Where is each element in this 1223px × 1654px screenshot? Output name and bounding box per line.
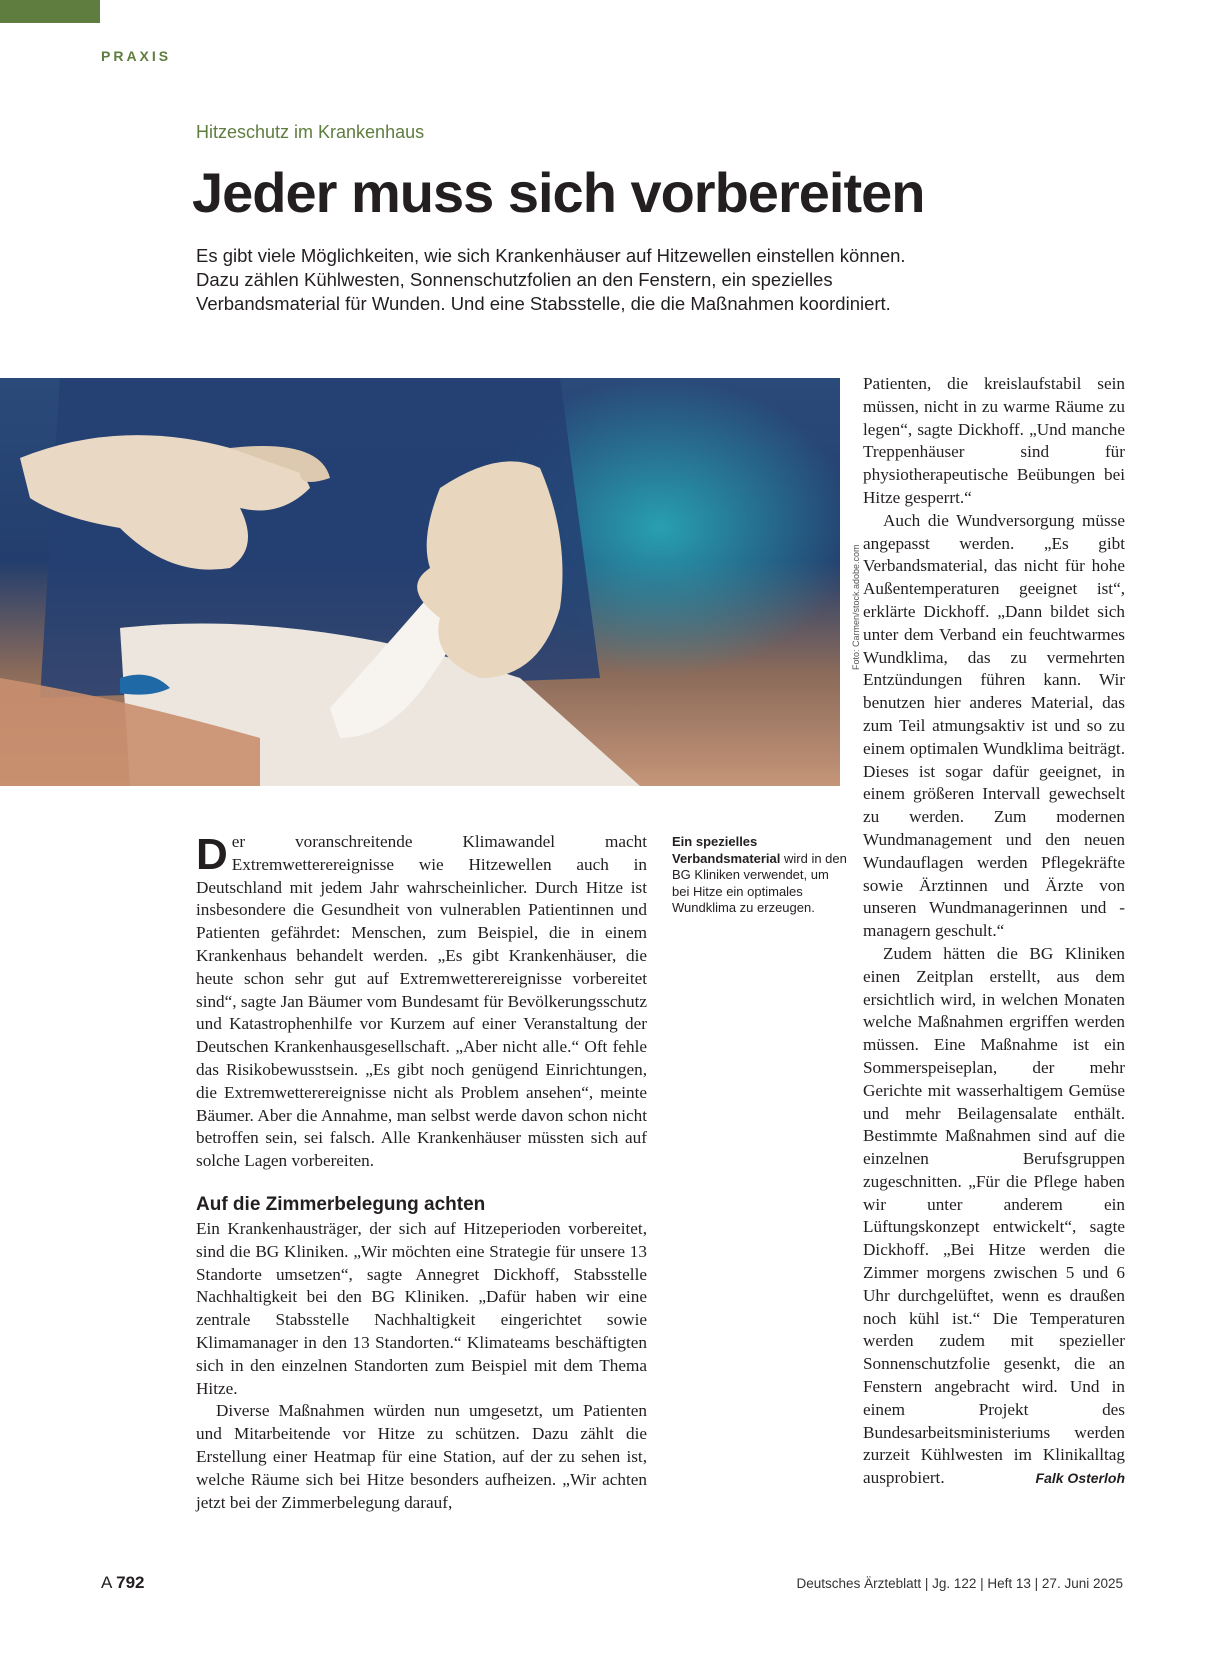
caption-text: wird in den BG Kliniken verwendet, um bei Hitze ein optimales Wundklima zu erzeugen. bbox=[672, 850, 847, 915]
section-label: PRAXIS bbox=[101, 48, 172, 64]
caption-bold: Ein spezielles Verbandsmaterial bbox=[672, 834, 781, 866]
article-lead bbox=[196, 244, 956, 316]
paragraph: Diverse Maßnahmen würden nun umgesetzt, um Patienten und Mitarbeitende vor Hitze zu schützen. Dazu zählt die Erstellung einer Heatmap für eine Station, auf der zu sehen ist, welche Räume sich bei Hitze besonders aufheizen. „Wir achten jetzt bei der Zimmerbelegung darauf, bbox=[196, 1401, 647, 1512]
author-byline: Falk Osterloh bbox=[1035, 1470, 1125, 1487]
article-photo bbox=[0, 378, 840, 786]
lead-line: Dazu zählen Kühlwesten, Sonnenschutzfolien an den Fenstern, ein spezielles bbox=[196, 269, 833, 290]
paragraph: Zudem hätten die BG Kliniken einen Zeitplan erstellt, aus dem ersichtlich wird, in welchen Monaten welche Maßnahmen ergriffen werden müssen. Eine Maßnahme ist ein Sommerspeiseplan, der mehr Gerichte mit wasserhaltigem Gemüse und mehr Beilagensalate enthält. Bestimmte Maßnahmen sind auf die einzelnen Berufsgruppen zugeschnitten. „Für die Pflege haben wir unter anderem ein Lüftungskonzept entwickelt“, sagte Dickhoff. „Bei Hitze werden die Zimmer morgens zwischen 5 und 6 Uhr durchgelüftet, wenn es draußen noch kühl ist.“ Die Temperaturen werden zudem mit spezieller Sonnenschutzfolie gesenkt, die an Fenstern angebracht wird. Und in einem Projekt des Bundesarbeitsministeriums werden zurzeit Kühlwesten im Klinikalltag ausprobiert. bbox=[863, 943, 1125, 1488]
paragraph: Patienten, die kreislaufstabil sein müssen, nicht in zu warme Räume zu legen“, sagte Dickhoff. „Und manche Treppenhäuser sind für physiotherapeutische Beübungen bei Hitze gesperrt.“ bbox=[863, 374, 1125, 507]
paragraph: Auch die Wundversorgung müsse angepasst werden. „Es gibt Verbandsmaterial, das nicht für hohe Außentemperaturen geeignet ist“, erklärte Dickhoff. „Dann bildet sich unter dem Verband ein feuchtwarmes Wundklima, das zu vermehrten Entzündungen führen kann. Wir benutzen hier anderes Material, das zum Teil atmungsaktiv ist und so zu einem optimalen Wundklima beiträgt. Dieses ist sogar dafür geeignet, in einem größeren Intervall gewechselt zu werden. Zum modernen Wundmanagement und den neuen Wundauflagen werden Pflegekräfte sowie Ärztinnen und Ärzte von unseren Wundmanagerinnen und -managern geschult.“ bbox=[863, 510, 1125, 941]
lead-line: Verbandsmaterial für Wunden. Und eine Stabsstelle, die die Maßnahmen koordiniert. bbox=[196, 293, 891, 314]
drop-cap: D bbox=[196, 830, 228, 879]
gloved-hands-bandage-image bbox=[0, 378, 840, 786]
article-subhead: Auf die Zimmerbelegung achten bbox=[196, 1193, 486, 1215]
photo-caption bbox=[672, 834, 847, 917]
photo-credit: Foto: Carmen/stock.adobe.com bbox=[851, 544, 861, 670]
article-kicker: Hitzeschutz im Krankenhaus bbox=[196, 122, 425, 142]
publication-footer: Deutsches Ärzteblatt | Jg. 122 | Heft 13 | 27. Juni 2025 bbox=[796, 1576, 1123, 1591]
article-title: Jeder muss sich vorbereiten bbox=[192, 161, 925, 224]
page-number-value: 792 bbox=[116, 1573, 145, 1592]
paragraph: er voranschreitende Klimawandel macht Extremwetterereignisse wie Hitzewellen auch in Deutschland mit jedem Jahr wahrscheinlicher. Durch Hitze ist insbesondere die Gesundheit von vulnerablen Patientinnen und Patienten gefährdet: Menschen, zum Beispiel, die in einem Krankenhaus behandelt werden. „Es gibt Krankenhäuser, die heute schon sehr gut auf Extremwetterereignisse vorbereitet sind“, sagte Jan Bäumer vom Bundesamt für Bevölkerungsschutz und Katastrophenhilfe vor Kurzem auf einer Veranstaltung der Deutschen Krankenhausgesellschaft. „Aber nicht alle.“ Oft fehle das Risikobewusstsein. „Es gibt noch genügend Einrichtungen, die Extremwetterereignisse nicht als Problem ansehen“, meinte Bäumer. Aber die Annahme, man selbst werde davon schon nicht betroffen sein, sei falsch. Alle Krankenhäuser müssten sich auf solche Lagen vorbereiten. bbox=[196, 832, 647, 1171]
paragraph: Ein Krankenhausträger, der sich auf Hitzeperioden vorbereitet, sind die BG Kliniken. „Wir möchten eine Strategie für unsere 13 Standorte umsetzen“, sagte Annegret Dickhoff, Stabsstelle Nachhaltigkeit bei den BG Kliniken. „Dafür haben wir eine zentrale Stabsstelle Nachhaltigkeit eingerichtet sowie Klimamanager in den 13 Standorten.“ Klimateams beschäftigten sich in den einzelnen Standorten zum Beispiel mit dem Thema Hitze. bbox=[196, 1218, 647, 1398]
page-number bbox=[101, 1573, 145, 1593]
page-prefix: A bbox=[101, 1573, 117, 1592]
lead-line: Es gibt viele Möglichkeiten, wie sich Krankenhäuser auf Hitzewellen einstellen können. bbox=[196, 245, 906, 266]
article-column-left bbox=[196, 831, 647, 1514]
article-column-right bbox=[863, 373, 1125, 1490]
section-color-tab bbox=[0, 0, 100, 23]
